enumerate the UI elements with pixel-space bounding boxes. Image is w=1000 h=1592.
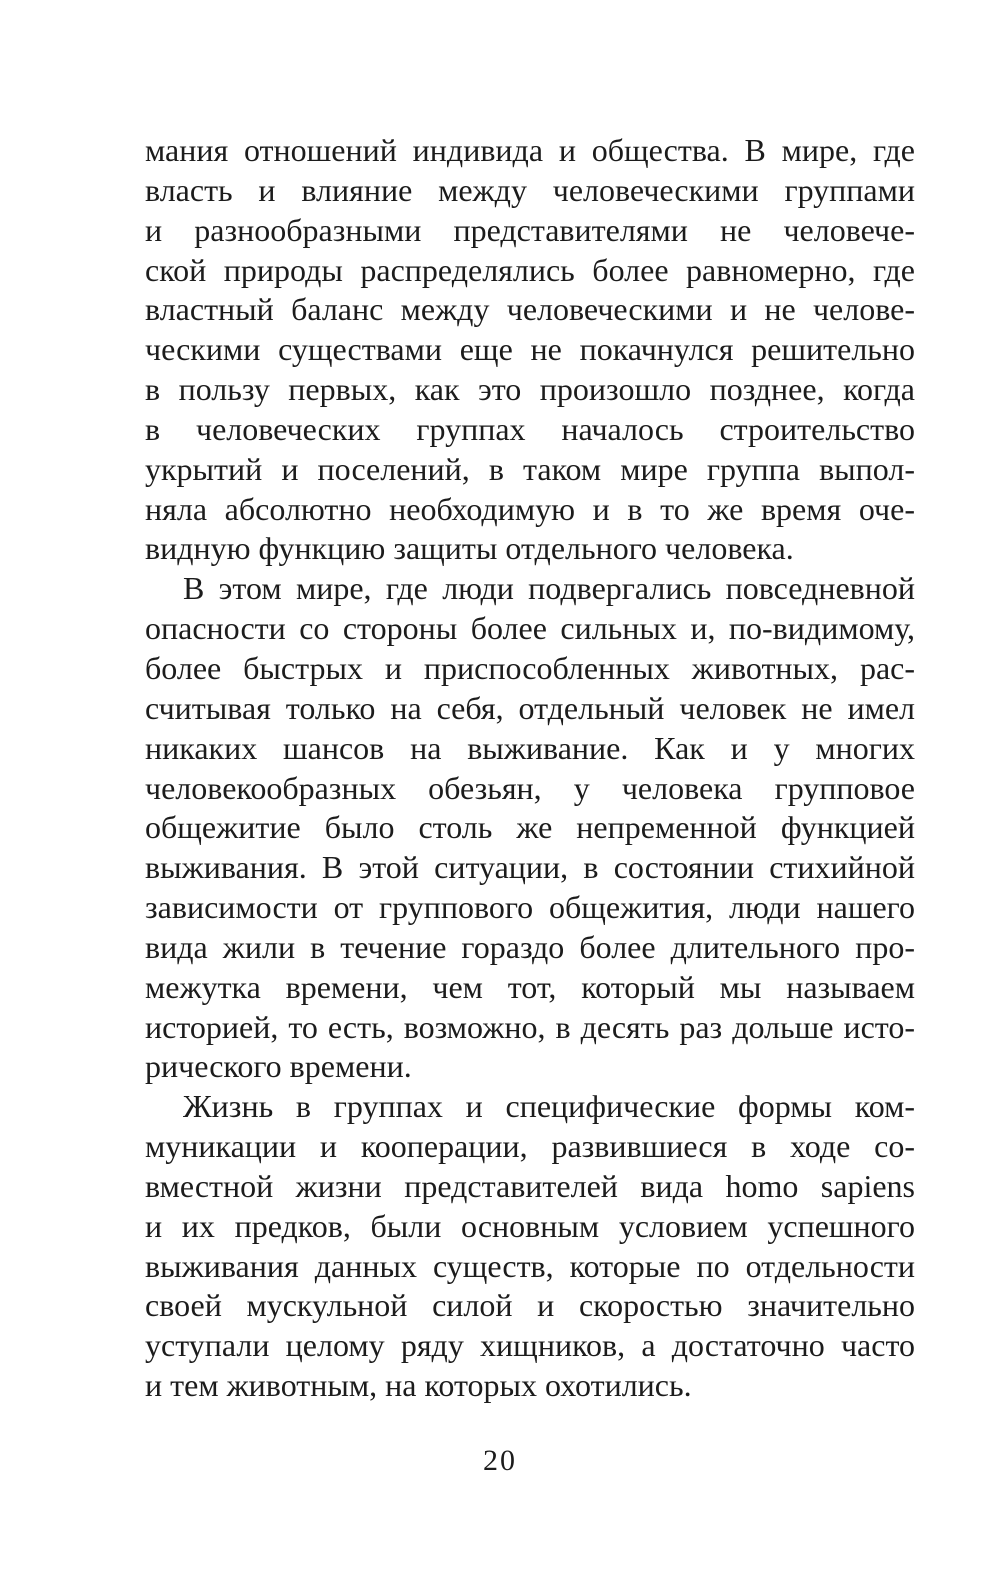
text-line: считывая только на себя, отдельный человек не имел	[145, 689, 915, 726]
page-number: 20	[483, 1444, 517, 1477]
text-line: и их предков, были основным условием успешного	[145, 1207, 915, 1244]
text-line: вида жили в течение гораздо более длительного про-	[145, 928, 915, 965]
text-line: зависимости от группового общежития, люди нашего	[145, 889, 915, 926]
text-line: в пользу первых, как это произошло позднее, когда	[145, 371, 915, 408]
text-line: опасности со стороны более сильных и, по-видимому,	[145, 610, 915, 647]
text-line: выживания. В этой ситуации, в состоянии стихийной	[145, 849, 915, 886]
text-line: человекообразных обезьян, у человека групповое	[145, 769, 915, 806]
text-line: ческими существами еще не покачнулся решительно	[145, 331, 915, 368]
text-line: в человеческих группах началось строительство	[145, 410, 915, 447]
text-line: межутка времени, чем тот, который мы называем	[145, 968, 915, 1005]
text-line: видную функцию защиты отдельного человека.	[145, 530, 794, 567]
text-line: историей, то есть, возможно, в десять раз дольше исто-	[145, 1008, 915, 1045]
text-line: никаких шансов на выживание. Как и у многих	[145, 729, 915, 766]
text-line: вместной жизни представителей вида homo sapiens	[145, 1167, 915, 1204]
text-line: муникации и кооперации, развившиеся в ходе со-	[145, 1128, 915, 1165]
text-line: ской природы распределялись более равномерно, где	[145, 251, 915, 288]
text-line: мания отношений индивида и общества. В мире, где	[145, 132, 915, 168]
text-line: и тем животным, на которых охотились.	[145, 1367, 692, 1404]
text-line: рического времени.	[145, 1048, 412, 1085]
text-line: власть и влияние между человеческими группами	[145, 171, 915, 208]
text-line: общежитие было столь же непременной функцией	[145, 809, 915, 846]
text-line: укрытий и поселений, в таком мире группа выпол-	[145, 450, 915, 487]
text-line: Жизнь в группах и специфические формы ком-	[183, 1088, 915, 1125]
text-line: В этом мире, где люди подвергались повседневной	[183, 570, 915, 607]
text-line: няла абсолютно необходимую и в то же время оче-	[145, 490, 915, 527]
text-line: более быстрых и приспособленных животных, рас-	[145, 649, 915, 686]
text-line: выживания данных существ, которые по отдельности	[145, 1247, 915, 1284]
text-line: уступали целому ряду хищников, а достаточно часто	[145, 1327, 915, 1364]
body-text	[145, 131, 915, 1406]
text-line: своей мускульной силой и скоростью значительно	[145, 1287, 915, 1324]
text-line: властный баланс между человеческими и не челове-	[145, 291, 915, 328]
text-line: и разнообразными представителями не человече-	[145, 211, 915, 248]
